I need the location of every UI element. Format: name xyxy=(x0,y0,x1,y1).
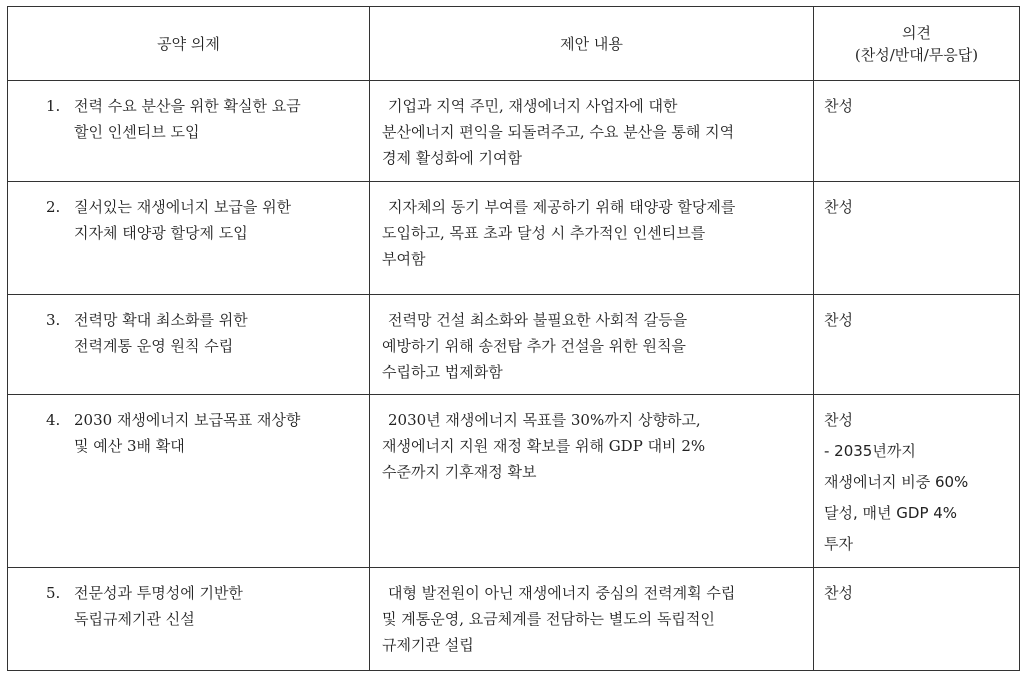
content-line: 도입하고, 목표 초과 달성 시 추가적인 인센티브를 xyxy=(382,224,706,243)
opinion-cell xyxy=(814,568,1020,671)
content-line: 부여함 xyxy=(382,250,426,269)
opinion-line: 찬성 xyxy=(824,97,853,116)
agenda-line: 전력망 확대 최소화를 위한 xyxy=(74,310,248,329)
opinion-line: 투자 xyxy=(824,535,853,554)
content-cell xyxy=(370,395,814,568)
content-line: 규제기관 설립 xyxy=(382,636,474,655)
opinion-cell xyxy=(814,81,1020,182)
agenda-line: 전문성과 투명성에 기반한 xyxy=(74,584,243,603)
header-opinion-title: 의견 xyxy=(902,23,931,42)
row-number: 4. xyxy=(46,411,61,430)
content-line: 수준까지 기후재정 확보 xyxy=(382,463,537,482)
agenda-line: 지자체 태양광 할당제 도입 xyxy=(74,224,248,243)
agenda-line: 및 예산 3배 확대 xyxy=(74,437,185,456)
row-number: 3. xyxy=(46,310,61,329)
agenda-line: 질서있는 재생에너지 보급을 위한 xyxy=(74,198,292,217)
opinion-line: 찬성 xyxy=(824,198,853,217)
header-row xyxy=(8,7,1020,81)
opinion-cell xyxy=(814,182,1020,295)
content-line: 및 계통운영, 요금체계를 전담하는 별도의 독립적인 xyxy=(382,610,715,629)
opinion-line: 찬성 xyxy=(824,310,853,329)
opinion-cell xyxy=(814,294,1020,395)
content-cell xyxy=(370,182,814,295)
content-line: 2030년 재생에너지 목표를 30%까지 상향하고, xyxy=(388,411,701,430)
content-line: 전력망 건설 최소화와 불필요한 사회적 갈등을 xyxy=(388,310,688,329)
opinion-line: 재생에너지 비중 60% xyxy=(824,473,969,492)
content-line: 수립하고 법제화함 xyxy=(382,362,503,381)
content-line: 경제 활성화에 기여함 xyxy=(382,149,522,168)
table-row xyxy=(8,81,1020,182)
content-line: 분산에너지 편익을 되돌려주고, 수요 분산을 통해 지역 xyxy=(382,123,735,142)
content-cell xyxy=(370,81,814,182)
agenda-cell xyxy=(8,395,370,568)
content-line: 기업과 지역 주민, 재생에너지 사업자에 대한 xyxy=(388,97,678,116)
agenda-cell xyxy=(8,568,370,671)
content-line: 재생에너지 지원 재정 확보를 위해 GDP 대비 2% xyxy=(382,437,706,456)
content-line: 지자체의 동기 부여를 제공하기 위해 태양광 할당제를 xyxy=(388,198,736,217)
agenda-cell xyxy=(8,294,370,395)
table-row xyxy=(8,568,1020,671)
header-content: 제안 내용 xyxy=(370,7,814,81)
opinion-line: 달성, 매년 GDP 4% xyxy=(824,504,958,523)
opinion-line: 찬성 xyxy=(824,584,853,603)
agenda-cell xyxy=(8,182,370,295)
opinion-line: - 2035년까지 xyxy=(824,442,916,461)
agenda-line: 전력계통 운영 원칙 수립 xyxy=(74,336,234,355)
header-opinion-options: (찬성/반대/무응답) xyxy=(854,45,979,64)
pledge-opinion-table xyxy=(7,6,1020,671)
row-number: 5. xyxy=(46,584,61,603)
row-number: 1. xyxy=(46,97,61,116)
agenda-line: 할인 인센티브 도입 xyxy=(74,123,200,142)
content-cell xyxy=(370,568,814,671)
opinion-line: 찬성 xyxy=(824,411,853,430)
header-opinion xyxy=(814,7,1020,81)
agenda-cell xyxy=(8,81,370,182)
agenda-line: 2030 재생에너지 보급목표 재상향 xyxy=(74,411,301,430)
agenda-line: 전력 수요 분산을 위한 확실한 요금 xyxy=(74,97,301,116)
opinion-cell xyxy=(814,395,1020,568)
agenda-line: 독립규제기관 신설 xyxy=(74,610,195,629)
row-number: 2. xyxy=(46,198,61,217)
content-cell xyxy=(370,294,814,395)
table-row xyxy=(8,294,1020,395)
table-row xyxy=(8,182,1020,295)
header-agenda: 공약 의제 xyxy=(8,7,370,81)
table-row xyxy=(8,395,1020,568)
content-line: 대형 발전원이 아닌 재생에너지 중심의 전력계획 수립 xyxy=(388,584,736,603)
content-line: 예방하기 위해 송전탑 추가 건설을 위한 원칙을 xyxy=(382,336,686,355)
